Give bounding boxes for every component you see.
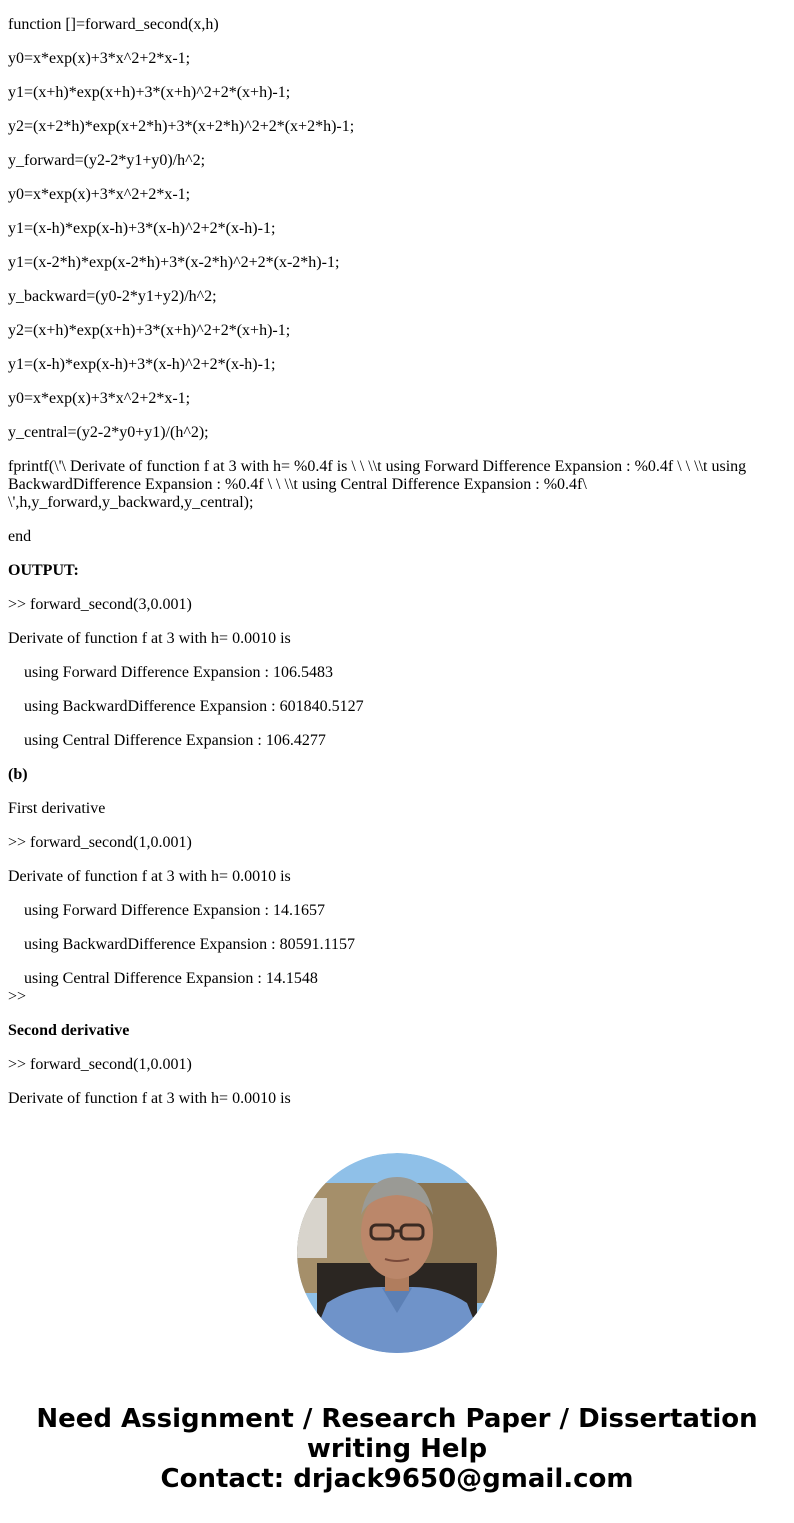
code-line: y_forward=(y2-2*y1+y0)/h^2; (8, 152, 206, 169)
part-b-heading: (b) (8, 766, 28, 783)
first-forward: using Forward Difference Expansion : 14.1657 (24, 902, 325, 919)
code-line: y1=(x+h)*exp(x+h)+3*(x+h)^2+2*(x+h)-1; (8, 84, 291, 101)
code-line: end (8, 528, 32, 545)
document-body (8, 0, 786, 1108)
first-backward: using BackwardDifference Expansion : 80591.1157 (24, 936, 356, 953)
code-line: function []=forward_second(x,h) (8, 16, 219, 33)
promo-contact: Contact: drjack9650@gmail.com (160, 1464, 634, 1494)
author-portrait (297, 1153, 497, 1353)
code-line: y_backward=(y0-2*y1+y2)/h^2; (8, 288, 217, 305)
output-result-title: Derivate of function f at 3 with h= 0.0010 is (8, 630, 291, 647)
promo-line: Need Assignment / Research Paper / Dissertation (36, 1404, 758, 1434)
output-command: >> forward_second(3,0.001) (8, 596, 192, 613)
second-result-title: Derivate of function f at 3 with h= 0.0010 is (8, 1090, 291, 1107)
output-backward: using BackwardDifference Expansion : 601840.5127 (24, 698, 364, 715)
code-line: y2=(x+h)*exp(x+h)+3*(x+h)^2+2*(x+h)-1; (8, 322, 291, 339)
code-line: y2=(x+2*h)*exp(x+2*h)+3*(x+2*h)^2+2*(x+2*h)-1; (8, 118, 355, 135)
code-line: y_central=(y2-2*y0+y1)/(h^2); (8, 424, 209, 441)
second-derivative-label: Second derivative (8, 1022, 130, 1039)
code-line: y1=(x-h)*exp(x-h)+3*(x-h)^2+2*(x-h)-1; (8, 220, 276, 237)
output-central: using Central Difference Expansion : 106.4277 (24, 732, 326, 749)
matlab-prompt: >> (8, 988, 27, 1005)
first-result-title: Derivate of function f at 3 with h= 0.0010 is (8, 868, 291, 885)
code-line: y0=x*exp(x)+3*x^2+2*x-1; (8, 186, 191, 203)
code-line: y0=x*exp(x)+3*x^2+2*x-1; (8, 50, 191, 67)
first-derivative-label: First derivative (8, 800, 106, 817)
second-command: >> forward_second(1,0.001) (8, 1056, 192, 1073)
output-heading: OUTPUT: (8, 562, 79, 579)
code-line: y1=(x-h)*exp(x-h)+3*(x-h)^2+2*(x-h)-1; (8, 356, 276, 373)
code-line: y1=(x-2*h)*exp(x-2*h)+3*(x-2*h)^2+2*(x-2*h)-1; (8, 254, 340, 271)
promo-line: writing Help (306, 1434, 488, 1464)
code-line: y0=x*exp(x)+3*x^2+2*x-1; (8, 390, 191, 407)
code-line-fprintf: fprintf(\'\ Derivate of function f at 3 with h= %0.4f is \ \ \\t using Forward Difference Expansion : %0.4f \ \ \\t using BackwardDifference Expansion : %0.4f \ \ \\t using Central Difference Expansion : %0.4f\ \',h,y_forward,y_backward,y_central); (8, 458, 747, 511)
first-command: >> forward_second(1,0.001) (8, 834, 192, 851)
promo-banner (0, 1404, 794, 1494)
author-photo (297, 1153, 497, 1353)
first-central: using Central Difference Expansion : 14.1548 (24, 970, 318, 987)
output-forward: using Forward Difference Expansion : 106.5483 (24, 664, 333, 681)
